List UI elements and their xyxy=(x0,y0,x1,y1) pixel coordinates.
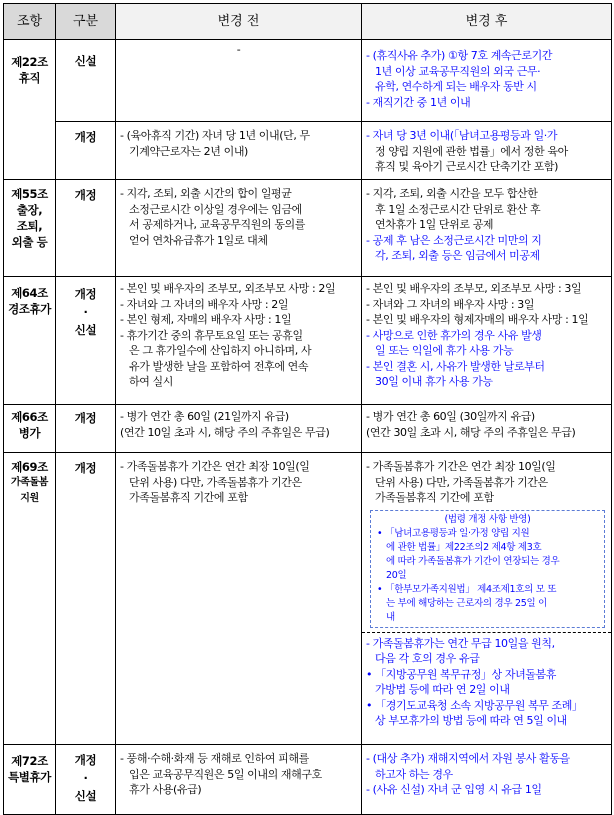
after-cell xyxy=(362,277,612,405)
before-line: - 병가 연간 총 60일 (21일까지 유급) xyxy=(120,410,289,423)
paid-leave-section xyxy=(362,632,611,729)
article-title: 휴직 xyxy=(18,71,41,85)
article-number: 제22조 xyxy=(11,55,48,69)
header-row xyxy=(4,4,612,40)
note-line: 에 따라 가족돌봄휴가 기간이 연장되는 경우 xyxy=(386,555,560,567)
article-cell xyxy=(4,745,56,815)
kind-label: · xyxy=(83,771,88,785)
before-line: 가족돌봄휴직 기간에 포함 xyxy=(129,491,248,504)
before-cell xyxy=(116,453,362,745)
after-line: - 사망으로 인한 휴가의 경우 사유 발생 xyxy=(366,328,542,342)
after-cell xyxy=(362,180,612,277)
after-line: - 본인 및 배우자의 조부모, 외조부모 사망 : 3일 xyxy=(366,282,582,295)
after-line: - 재직기간 중 1년 이내 xyxy=(366,95,471,109)
after-line: 다음 각 호의 경우 유급 xyxy=(375,652,480,665)
after-line: 가족돌봄휴직 기간에 포함 xyxy=(375,491,494,504)
before-cell xyxy=(116,180,362,277)
before-line: 얻어 연차유급휴가 1일로 대체 xyxy=(129,233,268,247)
table-row xyxy=(4,122,612,180)
header-before: 변경 전 xyxy=(116,4,362,40)
note-line: • 「남녀고용평등과 일·가정 양립 지원 xyxy=(377,527,530,539)
after-line: 하고자 하는 경우 xyxy=(375,767,453,781)
before-line: (연간 10일 초과 시, 해당 주의 주휴일은 무급) xyxy=(120,425,330,439)
after-line: - 가족돌봄휴가 기간은 연간 최장 10일(일 xyxy=(366,460,556,473)
after-line: - 공제 후 남은 소정근로시간 미만의 지 xyxy=(366,233,542,247)
after-cell xyxy=(362,40,612,122)
before-line: 은 그 휴가일수에 산입하지 아니하며, 사 xyxy=(129,344,312,357)
kind-label: 개정 xyxy=(74,130,97,144)
kind-cell xyxy=(56,453,116,745)
before-cell xyxy=(116,277,362,405)
after-line: - 병가 연간 총 60일 (30일까지 유급) xyxy=(366,410,535,423)
before-line: - xyxy=(236,43,241,56)
after-line: - 자녀 당 3년 이내(「남녀고용평등과 일·가 xyxy=(366,129,558,142)
kind-cell xyxy=(56,122,116,180)
kind-label: 신설 xyxy=(74,789,97,803)
after-line: - (대상 추가) 재해지역에서 자원 봉사 활동을 xyxy=(366,752,570,765)
after-line: - 가족돌봄휴가는 연간 무급 10일을 원칙, xyxy=(366,636,555,650)
article-title: 가족돌봄 xyxy=(10,477,49,488)
before-line: 서 공제하거나, 교육공무직원의 동의를 xyxy=(129,218,306,231)
table-row xyxy=(4,405,612,453)
table-row xyxy=(4,745,612,815)
before-cell xyxy=(116,405,362,453)
before-line: 하여 실시 xyxy=(129,375,174,388)
before-line: - 본인 형제, 자매의 배우자 사망 : 1일 xyxy=(120,313,292,326)
kind-label: · xyxy=(83,305,88,319)
after-line: - 자녀와 그 자녀의 배우자 사망 : 3일 xyxy=(366,297,535,311)
kind-label: 개정 xyxy=(74,287,97,301)
after-line: (연간 30일 초과 시, 해당 주의 주휴일은 무급) xyxy=(366,425,576,439)
table-row xyxy=(4,277,612,405)
after-line: 정 양립 지원에 관한 법률」에서 정한 육아 xyxy=(375,144,568,158)
article-number: 제72조 xyxy=(11,754,48,768)
before-line: 단위 사용) 다만, 가족돌봄휴가 기간은 xyxy=(129,475,302,489)
table-row xyxy=(4,40,612,122)
before-line: - 자녀와 그 자녀의 배우자 사망 : 2일 xyxy=(120,297,289,311)
article-title: 특별휴가 xyxy=(8,770,51,784)
article-title: 조퇴, xyxy=(16,219,43,233)
after-line: 상 부모휴가의 방법 등에 따라 연 5일 이내 xyxy=(375,714,567,727)
kind-label: 개정 xyxy=(74,188,97,202)
before-line: 기계약근로자는 2년 이내) xyxy=(129,144,248,158)
article-title: 지원 xyxy=(20,493,39,504)
before-line: - 본인 및 배우자의 조부모, 외조부모 사망 : 2일 xyxy=(120,282,336,295)
after-line: 각, 조퇴, 외출 등은 임금에서 미공제 xyxy=(375,249,540,262)
article-title: 경조휴가 xyxy=(8,302,51,316)
after-line: • 「경기도교육청 소속 지방공무원 복무 조례」 xyxy=(366,698,583,712)
after-line: - 지각, 조퇴, 외출 시간을 모두 합산한 xyxy=(366,187,538,200)
header-kind: 구분 xyxy=(56,4,116,40)
before-cell xyxy=(116,40,362,122)
after-line: 휴직 및 육아기 근로시간 단축기간 포함) xyxy=(375,160,558,173)
note-line: • 「한부모가족지원법」 제4조제1호의 모 또 xyxy=(377,583,557,595)
article-cell xyxy=(4,40,56,180)
table-row xyxy=(4,180,612,277)
before-line: 입은 교육공무직원은 5일 이내의 재해구호 xyxy=(129,767,322,781)
before-line: 소정근로시간 이상일 경우에는 임금에 xyxy=(129,202,302,216)
kind-label: 개정 xyxy=(74,753,97,767)
after-line: 1년 이상 교육공무직원의 외국 근무· xyxy=(375,64,541,78)
after-line: 연차휴가 1일 단위로 공제 xyxy=(375,218,494,231)
kind-label: 개정 xyxy=(74,461,97,475)
article-cell xyxy=(4,277,56,405)
after-line: • 「지방공무원 복무규정」상 자녀돌봄휴 xyxy=(366,667,556,681)
after-cell xyxy=(362,122,612,180)
kind-cell xyxy=(56,745,116,815)
after-line: - 본인 및 배우자의 형제자매의 배우자 사망 : 1일 xyxy=(366,313,589,326)
kind-label: 개정 xyxy=(74,411,97,425)
article-number: 제66조 xyxy=(11,410,48,424)
after-line: - (사유 신설) 자녀 군 입영 시 유급 1일 xyxy=(366,783,542,796)
after-line: 30일 이내 휴가 사용 가능 xyxy=(375,375,493,388)
note-line: 20일 xyxy=(386,569,407,581)
before-line: - 가족돌봄휴가 기간은 연간 최장 10일(일 xyxy=(120,460,310,473)
article-number: 제69조 xyxy=(11,460,48,474)
after-line: 일 또는 익일에 휴가 사용 가능 xyxy=(375,344,514,357)
header-article: 조항 xyxy=(4,4,56,40)
after-line: - (휴직사유 추가) ①항 7호 계속근로기간 xyxy=(366,49,553,62)
article-number: 제55조 xyxy=(11,187,48,201)
kind-cell xyxy=(56,180,116,277)
article-cell xyxy=(4,405,56,453)
header-after: 변경 후 xyxy=(362,4,612,40)
before-line: 유가 발생한 날을 포함하여 전후에 연속 xyxy=(129,359,309,373)
kind-cell xyxy=(56,277,116,405)
note-line: 는 부에 해당하는 근로자의 경우 25일 이 xyxy=(386,597,547,609)
before-line: - 풍해·수해·화재 등 재해로 인하여 피해를 xyxy=(120,752,309,765)
after-line: 후 1일 소정근로시간 단위로 환산 후 xyxy=(375,202,541,216)
law-amendment-note xyxy=(370,510,605,628)
before-line: - 지각, 조퇴, 외출 시간의 합이 일평균 xyxy=(120,187,292,200)
article-title: 출장, xyxy=(16,203,43,217)
kind-label: 신설 xyxy=(74,54,97,68)
kind-cell xyxy=(56,40,116,122)
before-line: 휴가 사용(유급) xyxy=(129,783,202,796)
amendment-table xyxy=(3,3,612,815)
after-cell xyxy=(362,453,612,745)
before-line: - 휴가기간 중의 휴무토요일 또는 공휴일 xyxy=(120,328,303,342)
before-cell xyxy=(116,122,362,180)
after-cell xyxy=(362,405,612,453)
kind-label: 신설 xyxy=(74,323,97,337)
article-cell xyxy=(4,453,56,745)
article-title: 병가 xyxy=(18,426,41,440)
note-title: (법령 개정 사항 반영) xyxy=(444,513,531,525)
after-cell xyxy=(362,745,612,815)
after-line: 유학, 연수하게 되는 배우자 동반 시 xyxy=(375,80,537,93)
article-title: 외출 등 xyxy=(11,235,48,249)
article-number: 제64조 xyxy=(11,286,48,300)
after-line: 단위 사용) 다만, 가족돌봄휴가 기간은 xyxy=(375,475,548,489)
article-cell xyxy=(4,180,56,277)
after-line: - 본인 결혼 시, 사유가 발생한 날로부터 xyxy=(366,359,545,373)
before-cell xyxy=(116,745,362,815)
note-line: 에 관한 법률」제22조의2 제4항 제3호 xyxy=(386,541,542,553)
note-line: 내 xyxy=(386,611,395,623)
after-line: 가방법 등에 따라 연 2일 이내 xyxy=(375,683,510,696)
kind-cell xyxy=(56,405,116,453)
before-line: - (육아휴직 기간) 자녀 당 1년 이내(단, 무 xyxy=(120,129,310,142)
table-row xyxy=(4,453,612,745)
